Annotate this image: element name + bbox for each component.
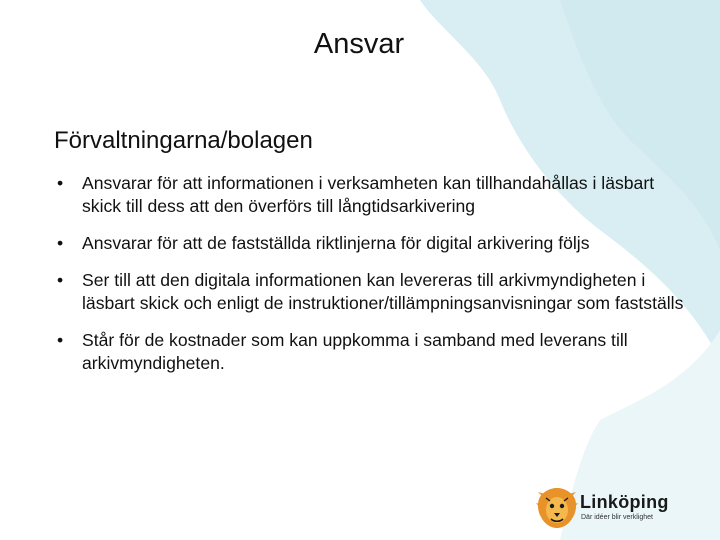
bullet-text: Står för de kostnader som kan uppkomma i samband med leverans till arkivmyndigheten. [82,330,628,373]
slide-subtitle: Förvaltningarna/bolagen [54,127,313,154]
bullet-icon: • [57,233,64,253]
bullet-icon: • [57,270,64,290]
bullet-item [54,269,694,315]
bullet-text: Ansvarar för att de fastställda riktlinjerna för digital arkivering följs [82,233,590,253]
bullet-item [54,232,694,255]
bullet-icon: • [57,330,64,350]
lion-head-icon [536,486,578,530]
logo-wordmark: Linköping [580,492,669,512]
linkoping-logo [536,486,706,532]
bullet-icon: • [57,173,64,193]
bullet-item [54,172,694,218]
logo-tagline: Där idéer blir verklighet [581,514,653,521]
bullet-item [54,329,694,375]
bullet-text: Ser till att den digitala informationen kan levereras till arkivmyndigheten i läsbart skick och enligt de instruktioner/tillämpningsanvisningar som fastställs [82,270,684,313]
bullet-list [54,172,694,389]
bullet-text: Ansvarar för att informationen i verksamheten kan tillhandahållas i läsbart skick till dess att den överförs till långtidsarkivering [82,173,655,216]
slide-title: Ansvar [313,28,405,60]
